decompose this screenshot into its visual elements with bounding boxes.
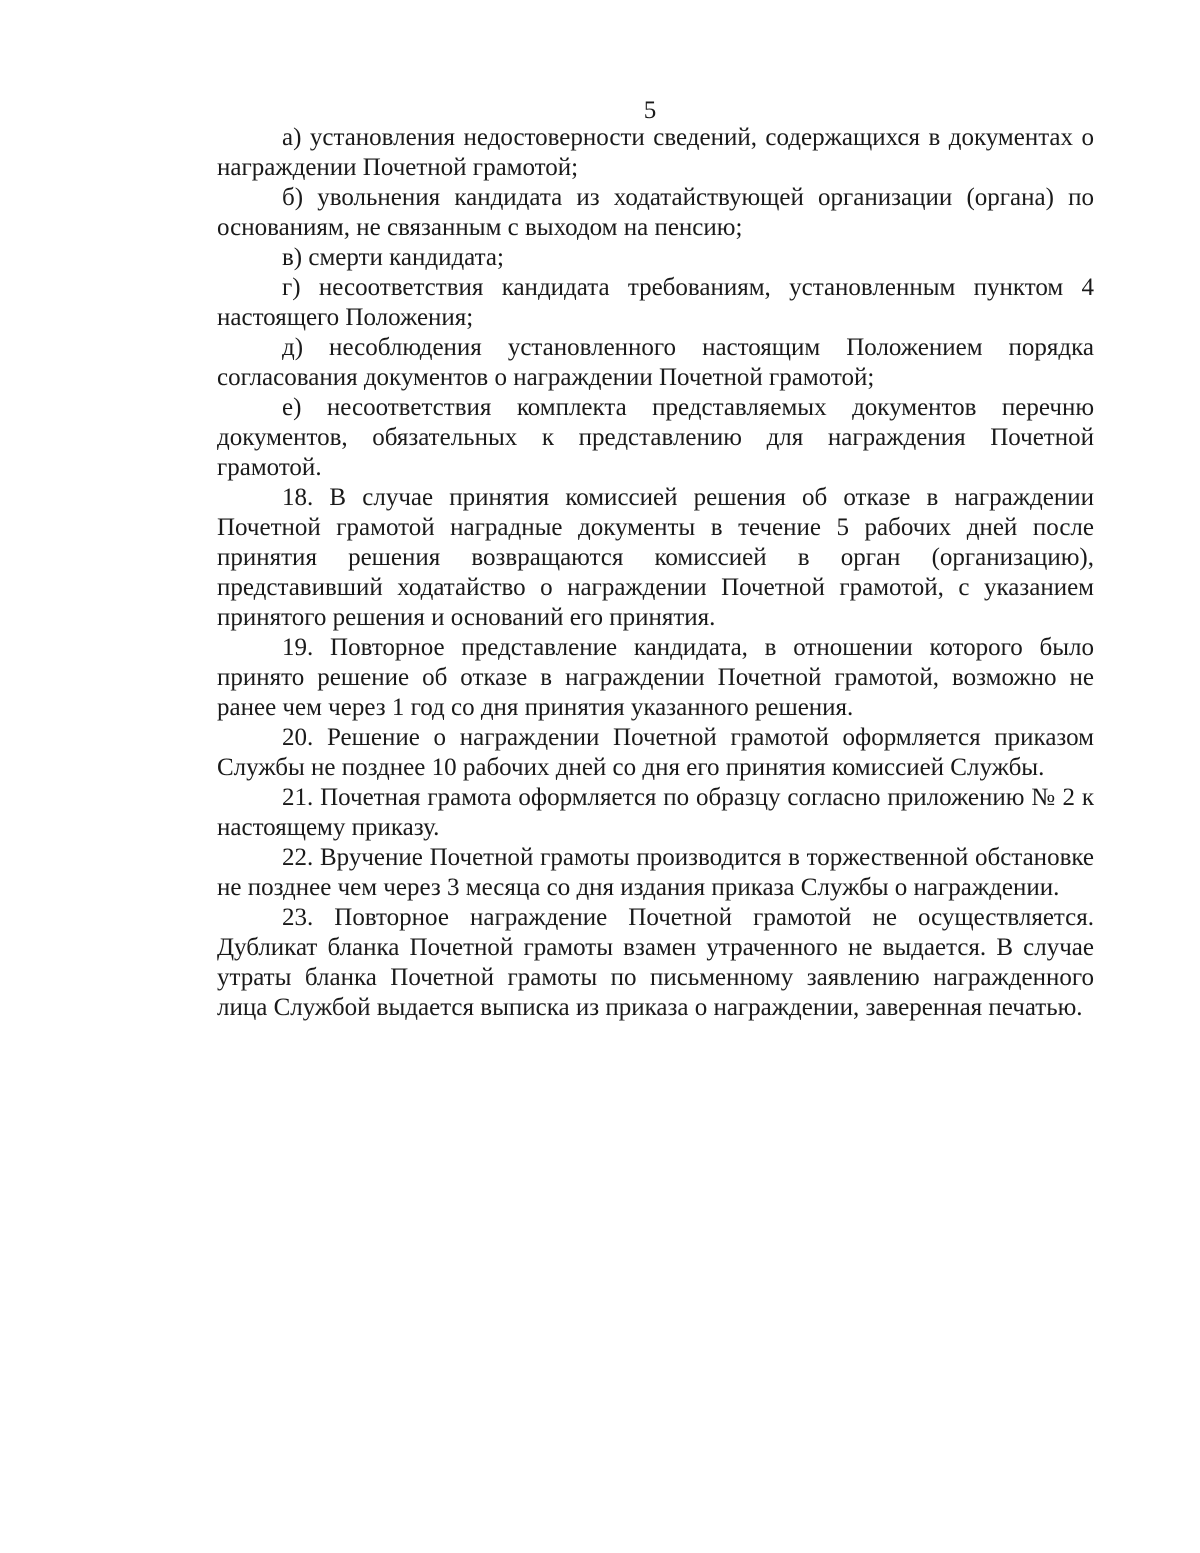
- document-body: [217, 123, 1094, 1023]
- section-19: 19. Повторное представление кандидата, в отношении которого было принято решение об отказе в награждении Почетной грамотой, возможно не ранее чем через 1 год со дня принятия указанного решения.: [217, 634, 1094, 721]
- section-20: 20. Решение о награждении Почетной грамотой оформляется приказом Службы не позднее 10 рабочих дней со дня его принятия комиссией Службы.: [217, 724, 1094, 781]
- clause-v: в) смерти кандидата;: [282, 244, 504, 271]
- section-23: 23. Повторное награждение Почетной грамотой не осуществляется. Дубликат бланка Почетной грамоты взамен утраченного не выдается. В случае утраты бланка Почетной грамоты по письменному заявлению награжденного лица Службой выдается выписка из приказа о награждении, заверенная печатью.: [217, 904, 1094, 1021]
- clause-d: д) несоблюдения установленного настоящим Положением порядка согласования документов о награждении Почетной грамотой;: [217, 334, 1094, 391]
- clause-b: б) увольнения кандидата из ходатайствующей организации (органа) по основаниям, не связанным с выходом на пенсию;: [217, 184, 1094, 241]
- clause-a: а) установления недостоверности сведений, содержащихся в документах о награждении Почетной грамотой;: [217, 124, 1094, 181]
- section-18: 18. В случае принятия комиссией решения об отказе в награждении Почетной грамотой наградные документы в течение 5 рабочих дней после принятия решения возвращаются комиссией в орган (организацию), представивший ходатайство о награждении Почетной грамотой, с указанием принятого решения и оснований его принятия.: [217, 484, 1094, 631]
- clause-g: г) несоответствия кандидата требованиям, установленным пунктом 4 настоящего Положения;: [217, 274, 1094, 331]
- section-21: 21. Почетная грамота оформляется по образцу согласно приложению № 2 к настоящему приказу.: [217, 784, 1094, 841]
- section-22: 22. Вручение Почетной грамоты производится в торжественной обстановке не позднее чем через 3 месяца со дня издания приказа Службы о награждении.: [217, 844, 1094, 901]
- clause-e: е) несоответствия комплекта представляемых документов перечню документов, обязательных к представлению для награждения Почетной грамотой.: [217, 394, 1094, 481]
- page-number: 5: [643, 97, 657, 124]
